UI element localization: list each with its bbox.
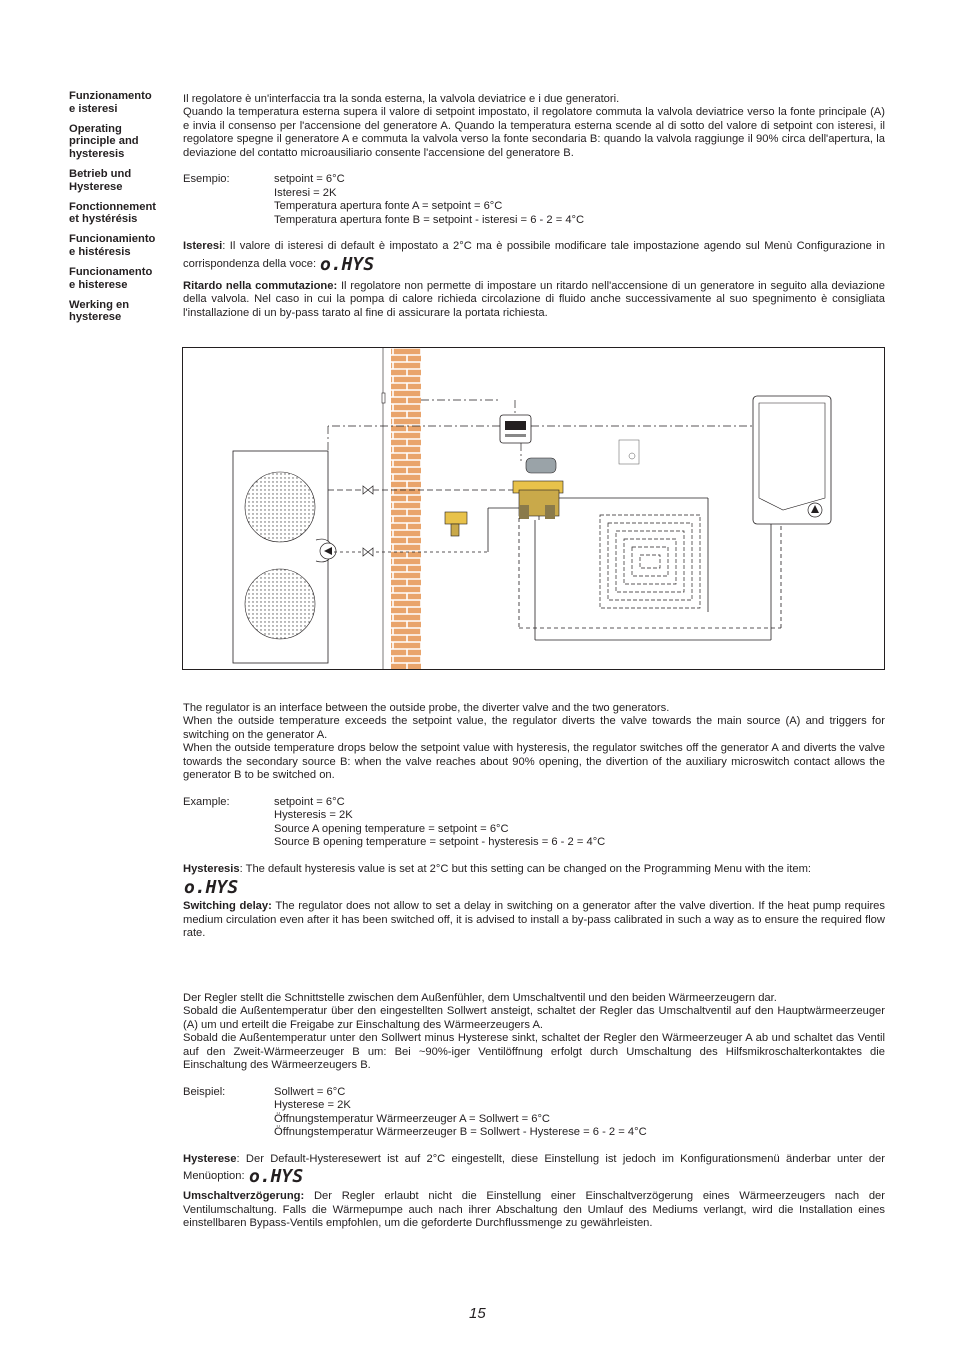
en-example-label: Example: [183, 795, 230, 808]
de-hysteresis [183, 1153, 885, 1186]
it-example [183, 173, 885, 227]
page-number: 15 [469, 1305, 486, 1322]
en-example [183, 796, 885, 850]
installation-diagram [182, 347, 885, 670]
german-section [183, 992, 885, 1230]
en-example-line: setpoint = 6°C [274, 795, 345, 808]
boiler-icon [753, 396, 831, 524]
sidebar-heading-nl: Werking en hysterese [69, 298, 130, 324]
it-delay-title: Ritardo nella commutazione: [183, 279, 338, 292]
it-example-label: Esempio: [183, 173, 230, 186]
de-example-line: Öffnungstemperatur Wärmeerzeuger A = Sollwert = 6°C [274, 1112, 551, 1125]
sidebar-heading-fr: Fonctionnement et hystérésis [69, 200, 157, 226]
en-example-line: Hysteresis = 2K [274, 809, 353, 822]
de-example-label: Beispiel: [183, 1085, 226, 1098]
lcd-display-icon [319, 254, 381, 274]
lcd-display-icon [183, 877, 885, 897]
room-thermostat-icon [619, 440, 639, 464]
en-paragraph-1: When the outside temperature exceeds the setpoint value, the regulator diverts the valve towards the main source (A) and triggers for switching on the generator A. [183, 715, 885, 741]
sidebar [69, 90, 175, 331]
de-delay-text: Der Regler erlaubt nicht die Einstellung einer Einschaltverzögerung eines Wärmeerzeugers nach der Ventilumschaltung. Falls die Wärmepumpe auch nach ihrer Abschaltung den Umlauf des Mediums verlangt, wird die Installation eines einstellbaren Bypass-Ventils empfohlen, um die geforderte Durchflussmenge zu gewährleisten. [183, 1190, 885, 1230]
it-hysteresis-title: Isteresi [183, 240, 223, 253]
de-paragraph-2: Sobald die Außentemperatur unter den Sollwert minus Hysterese sinkt, schaltet der Regler den Wärmeerzeuger A ab und schaltet das Ventil auf den Zweit-Wärmeerzeuger B um: Bei ~90%-iger Ventilöffnung erfolgt durch Umschaltung des Hilfsmikroschalterkontaktes die Einschaltung des Wärmeerzeugers B. [183, 1032, 885, 1072]
floor-heating-coil-icon [600, 515, 700, 608]
sidebar-heading-en: Operating principle and hysteresis [69, 122, 139, 160]
de-example [183, 1086, 885, 1140]
de-example-line: Sollwert = 6°C [274, 1085, 346, 1098]
de-paragraph-1: Sobald die Außentemperatur über den eingestellten Sollwert ansteigt, schaltet der Regler das Umschaltventil auf den Hauptwärmeerzeuger (A) um und erteilt die Freigabe zur Einschaltung des Wärmeerzeugers A. [183, 1005, 885, 1031]
it-example-line: setpoint = 6°C [274, 173, 345, 186]
en-hysteresis [183, 863, 885, 876]
en-example-line: Source A opening temperature = setpoint = 6°C [274, 822, 509, 835]
en-hysteresis-title: Hysteresis [183, 862, 240, 875]
en-example-line: Source B opening temperature = setpoint - hysteresis = 6 - 2 = 4°C [274, 836, 606, 849]
it-example-line: Temperatura apertura fonte A = setpoint = 6°C [274, 200, 503, 213]
it-intro: Il regolatore è un'interfaccia tra la sonda esterna, la valvola deviatrice e i due generatori. [183, 93, 620, 105]
de-delay-title: Umschaltverzögerung: [183, 1190, 305, 1203]
sidebar-heading-es: Funcionamiento e histéresis [69, 233, 156, 258]
bypass-valve-icon [445, 512, 467, 536]
en-paragraph-2: When the outside temperature drops below the setpoint value with hysteresis, the regulator switches off the generator A and diverts the valve towards the secondary source B: when the valve reaches about 90% opening, the divertion of the auxiliary microswitch contact allows the generator B to be switched on. [183, 742, 885, 782]
it-delay [183, 280, 885, 320]
italian-section [183, 93, 885, 320]
en-hysteresis-text: : The default hysteresis value is set at 2°C but this setting can be changed on the Programming Menu with the item: [239, 862, 812, 875]
diagram-svg [183, 348, 884, 669]
de-intro: Der Regler stellt die Schnittstelle zwischen dem Außenfühler, dem Umschaltventil und den beiden Wärmeerzeugern dar. [183, 992, 777, 1004]
de-hysteresis-text: : Der Default-Hysteresewert ist auf 2°C eingestellt, diese Einstellung ist jedoch im Konfigurationsmenü änderbar unter der Menüoption: [183, 1152, 885, 1183]
sidebar-heading-it: Funzionamento e isteresi [69, 90, 152, 115]
it-hysteresis-text: : Il valore di isteresi di default è impostato a 2°C ma è possibile modificare tale impostazione agendo sul Menù Configurazione in corrispondenza della voce: [183, 240, 885, 270]
brick-wall [391, 348, 421, 669]
de-delay [183, 1190, 885, 1230]
it-example-line: Isteresi = 2K [274, 186, 337, 199]
lcd-text: o.HYS [248, 1166, 303, 1187]
sidebar-heading-pt: Funcionamento e histerese [69, 266, 153, 291]
en-intro: The regulator is an interface between the outside probe, the diverter valve and the two generators. [183, 702, 670, 714]
it-delay-text: Il regolatore non permette di impostare un ritardo nell'accensione di un generatore in seguito alla deviazione della valvola. Nel caso in cui la pompa di calore richieda circolazione di fluido anche successivamente al suo spegnimento è consigliata l'installazione di un by-pass tarato al fine di assicurare la portata richiesta. [183, 279, 885, 319]
english-section [183, 702, 885, 940]
lcd-display-icon [248, 1166, 310, 1186]
en-delay-text: The regulator does not allow to set a delay in switching on a generator after the valve divertion. If the heat pump requires medium circulation even after it has been switched off, it is advised to install a by-pass calibrated in such a way as to ensure the required flow rate. [183, 900, 885, 940]
en-delay-title: Switching delay: [183, 900, 272, 913]
diverter-valve-icon [513, 458, 563, 519]
de-example-line: Hysterese = 2K [274, 1099, 351, 1112]
de-example-line: Öffnungstemperatur Wärmeerzeuger B = Sollwert - Hysterese = 6 - 2 = 4°C [274, 1126, 647, 1139]
sidebar-heading-de: Betrieb und Hysterese [69, 167, 132, 193]
it-example-line: Temperatura apertura fonte B = setpoint - isteresi = 6 - 2 = 4°C [274, 213, 585, 226]
de-hysteresis-title: Hysterese [183, 1152, 237, 1165]
heat-pump-icon [233, 451, 336, 663]
it-paragraph: Quando la temperatura esterna supera il valore di setpoint impostato, il regolatore commuta la valvola deviatrice verso la fonte principale (A) e invia il consenso per l'accensione del generatore A. Quando la temperatura esterna scende al di sotto del valore di setpoint con isteresi, il regolatore spegne il generatore A e commuta la valvola verso la fonte secondaria B: quando la valvola raggiunge il 90% circa dell'apertura, la deviazione del contatto microausiliario consente l'accensione del generatore B. [183, 106, 885, 159]
lcd-text: o.HYS [320, 253, 375, 274]
it-hysteresis [183, 240, 885, 273]
regulator-icon [500, 415, 531, 443]
en-delay [183, 900, 885, 940]
lcd-text: o.HYS [184, 877, 239, 898]
